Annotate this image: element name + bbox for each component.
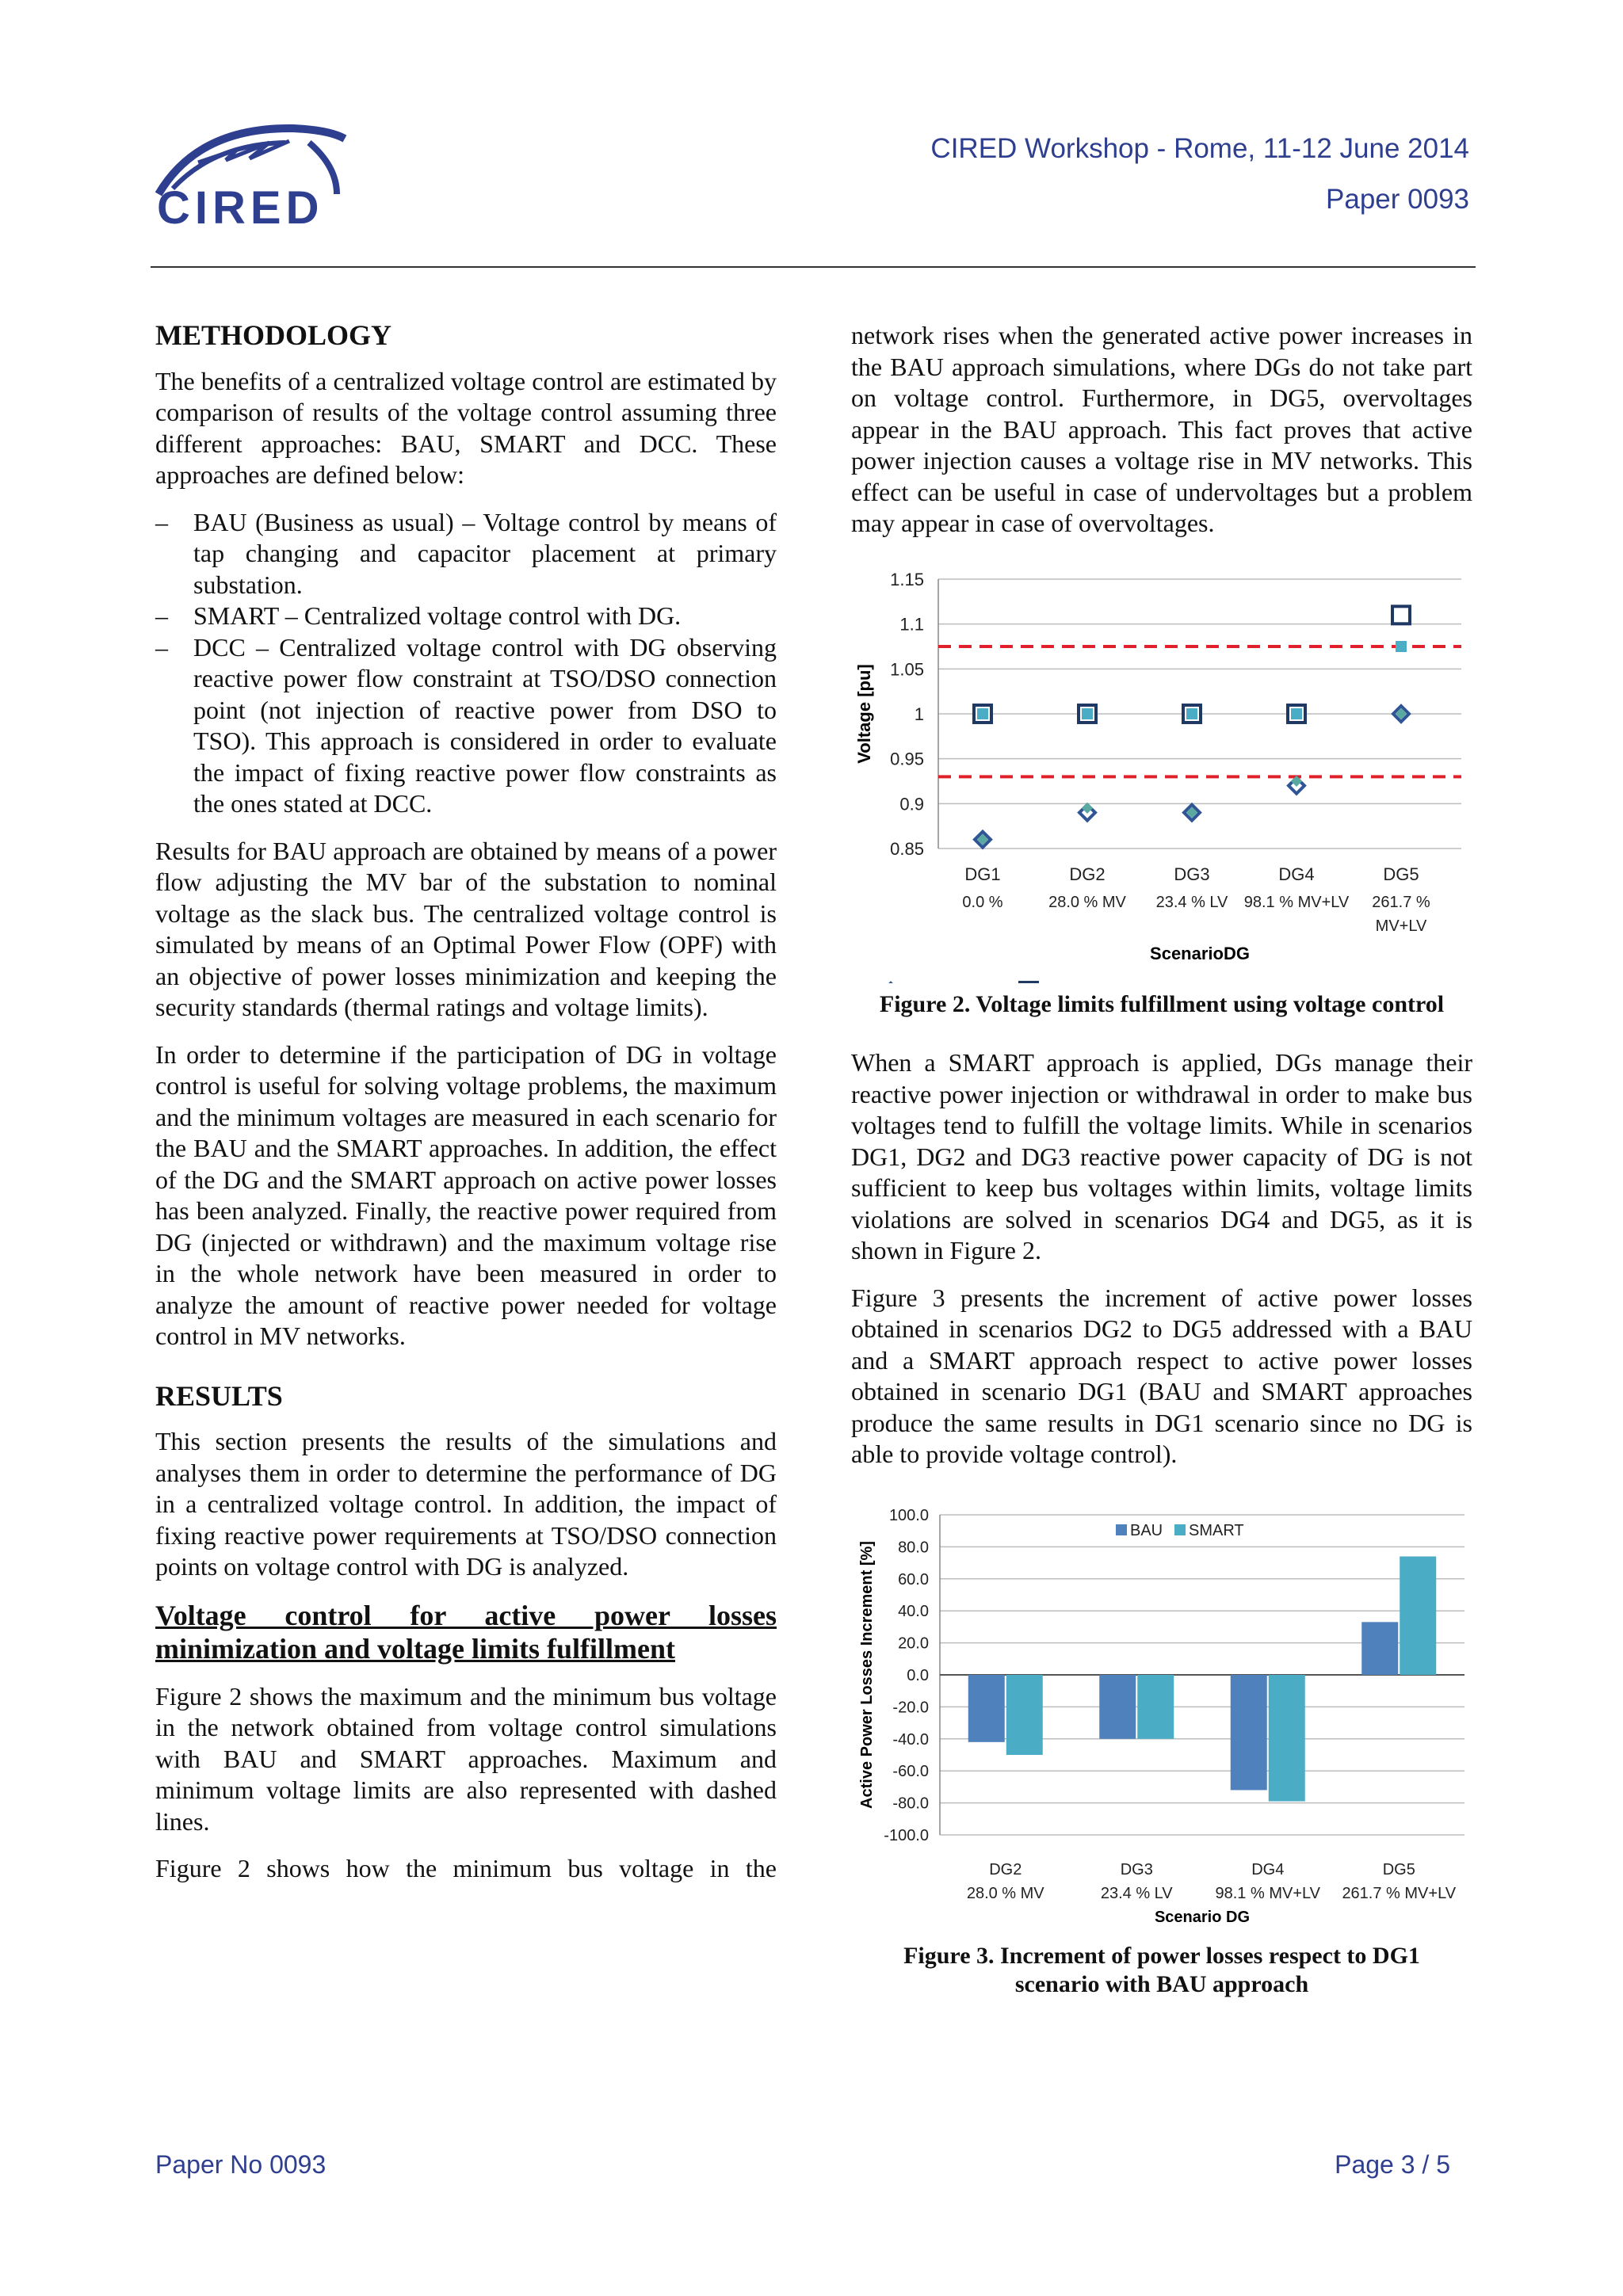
smart-bar — [1006, 1675, 1043, 1755]
heading-results: RESULTS — [155, 1379, 283, 1412]
legend-label — [1040, 982, 1130, 983]
figure-3 — [851, 1486, 1472, 1938]
y-tick-label: -20.0 — [892, 1698, 929, 1716]
subheading-voltage-control: Voltage control for active power losses minimization and voltage limits fulfillment — [155, 1599, 777, 1665]
y-tick-label: -60.0 — [892, 1762, 929, 1780]
x-tick-label: DG3 — [1174, 864, 1210, 884]
smart-bar — [1137, 1675, 1174, 1739]
paragraph: Results for BAU approach are obtained by means of a power flow adjusting the MV bar of the substation to nominal voltage as the slack bus. The centralized voltage control is simulated by means of an Optimal Power Flow (OPF) with an objective of power losses minimization and keeping the security standards (thermal ratings and voltage limits). — [155, 836, 777, 1021]
x-tick-sublabel: 23.4 % LV — [1155, 893, 1228, 911]
x-axis-title: ScenarioDG — [1150, 943, 1250, 963]
vmax-smart-point — [1291, 708, 1302, 719]
x-tick-sublabel: 261.7 % MV+LV — [1342, 1884, 1457, 1902]
y-tick-label: 1.1 — [899, 614, 924, 635]
paragraph: When a SMART approach is applied, DGs manage their reactive power injection or withdrawal in order to make bus voltages tend to fulfill the voltage limits. While in scenarios DG1, DG2 and DG3 reactive power capacity of DG is not sufficient to keep bus voltages within limits, voltage limits violations are solved in scenarios DG4 and DG5, as it is shown in Figure 2. — [851, 1048, 1472, 1264]
x-axis-title: Scenario DG — [1154, 1908, 1251, 1926]
voltage-chart — [851, 555, 1472, 983]
logo-text: CIRED — [157, 182, 324, 230]
x-tick-sublabel: 261.7 % — [1372, 893, 1430, 911]
vmax-smart-point — [977, 708, 988, 719]
smart-bar — [1269, 1675, 1305, 1802]
paragraph: Figure 3 presents the increment of active power losses obtained in scenarios DG2 to DG5 addressed with a BAU and a SMART approach respect to active power losses obtained in scenario DG1 (BAU and SMART approaches produce the same results in DG1 scenario since no DG is able to provide voltage control). — [851, 1283, 1472, 1468]
vmax-smart-point — [1082, 708, 1093, 719]
x-tick-sublabel: 98.1 % MV+LV — [1215, 1884, 1320, 1902]
x-tick-label: DG1 — [964, 864, 1001, 884]
figure-3-caption-line: scenario with BAU approach — [1014, 1971, 1309, 1997]
x-tick-label: DG5 — [1382, 1860, 1415, 1878]
y-tick-label: 40.0 — [898, 1602, 929, 1620]
footer-page: Page 3 / 5 — [1335, 2150, 1450, 2179]
x-tick-sublabel: MV+LV — [1375, 917, 1427, 935]
legend-label: BAU — [1130, 1521, 1163, 1539]
x-tick-label: DG3 — [1120, 1860, 1153, 1878]
vmax-smart-point — [1396, 641, 1407, 652]
bau-bar — [1361, 1622, 1398, 1675]
x-tick-label: DG5 — [1383, 864, 1419, 884]
left-column — [155, 320, 777, 1901]
legend-marker — [1020, 982, 1037, 983]
y-tick-label: 0.85 — [890, 838, 924, 859]
list-item: – SMART – Centralized voltage control with DG. — [155, 601, 777, 632]
x-tick-sublabel: 28.0 % MV — [1048, 893, 1126, 911]
y-tick-label: 100.0 — [888, 1506, 929, 1524]
legend-marker — [1116, 1524, 1127, 1535]
x-tick-label: DG4 — [1251, 1860, 1285, 1878]
paragraph: Figure 2 shows how the minimum bus voltage in the — [155, 1854, 777, 1882]
losses-chart — [851, 1486, 1472, 1930]
vmax-bau-point — [1392, 606, 1410, 624]
x-tick-sublabel: 23.4 % LV — [1100, 1884, 1173, 1902]
paper-number: Paper 0093 — [1326, 184, 1469, 215]
x-tick-sublabel: 98.1 % MV+LV — [1243, 893, 1350, 911]
y-tick-label: 20.0 — [898, 1634, 929, 1653]
approach-list — [155, 507, 777, 820]
paragraph: In order to determine if the participation of DG in voltage control is useful for solving voltage problems, the maximum and the minimum voltages are measured in each scenario for the BAU and the SMART approaches. In addition, the effect of the DG and the SMART approach on active power losses has been analyzed. Finally, the reactive power required from DG (injected or withdrawn) and the maximum voltage rise in the whole network have been measured in order to analyze the amount of reactive power needed for voltage control in MV networks. — [155, 1039, 777, 1350]
y-tick-label: 0.0 — [907, 1666, 929, 1684]
figure-2-caption: Figure 2. Voltage limits fulfillment using voltage control — [879, 991, 1445, 1017]
list-item: – BAU (Business as usual) – Voltage control by means of tap changing and capacitor placement at primary substation. — [155, 507, 777, 601]
x-tick-label: DG4 — [1278, 864, 1315, 884]
y-tick-label: -40.0 — [892, 1730, 929, 1749]
x-tick-sublabel: 28.0 % MV — [966, 1884, 1044, 1902]
y-tick-label: 60.0 — [898, 1570, 929, 1589]
event-title: CIRED Workshop - Rome, 11-12 June 2014 — [930, 133, 1469, 164]
header-rule — [151, 266, 1476, 268]
y-axis-title: Voltage [pu] — [854, 663, 874, 764]
paragraph: network rises when the generated active power increases in the BAU approach simulations, where DGs do not take part on voltage control. Furthermore, in DG5, overvoltages appear in the BAU approach. This fact proves that active power injection causes a voltage rise in MV networks. This effect can be useful in case of undervoltages but a problem may appear in case of overvoltages. — [851, 321, 1472, 537]
legend-label — [1314, 982, 1442, 983]
cired-logo — [151, 119, 357, 230]
vmax-smart-point — [1186, 708, 1197, 719]
paragraph: Figure 2 shows the maximum and the minimum bus voltage in the network obtained from voltage control simulations with BAU and SMART approaches. Maximum and minimum voltage limits are also represented with dashed lines. — [155, 1681, 777, 1836]
bau-bar — [1099, 1675, 1136, 1739]
y-tick-label: 0.9 — [899, 793, 924, 814]
footer-paper-no: Paper No 0093 — [155, 2150, 327, 2179]
y-tick-label: 1.05 — [890, 658, 924, 679]
paragraph: This section presents the results of the simulations and analyses them in order to determine the performance of DG in a centralized voltage control. In addition, the impact of fixing reactive power requirements at TSO/DSO connection points on voltage control with DG is analyzed. — [155, 1427, 777, 1581]
y-tick-label: -80.0 — [892, 1794, 929, 1813]
smart-bar — [1400, 1556, 1436, 1674]
figure-2 — [851, 555, 1472, 991]
y-tick-label: 1 — [914, 704, 924, 724]
y-axis-title: Active Power Losses Increment [%] — [858, 1540, 876, 1809]
x-tick-label: DG2 — [1069, 864, 1106, 884]
heading-methodology: METHODOLOGY — [155, 319, 392, 351]
figure-3-caption-line: Figure 3. Increment of power losses respect to DG1 — [903, 1943, 1420, 1969]
bau-bar — [968, 1675, 1005, 1742]
legend-marker — [1174, 1524, 1186, 1535]
paragraph: The benefits of a centralized voltage control are estimated by comparison of results of the voltage control assuming three different approaches: BAU, SMART and DCC. These approaches are defined below: — [155, 366, 777, 489]
x-tick-sublabel: 0.0 % — [962, 893, 1003, 911]
list-item: – DCC – Centralized voltage control with DG observing reactive power flow constraint at TSO/DSO connection point (not injection of reactive power from DSO to TSO). This approach is considered in order to evaluate the impact of fixing reactive power flow constraints as the ones stated at DCC. — [155, 632, 777, 820]
y-tick-label: -100.0 — [884, 1826, 929, 1844]
y-tick-label: 1.15 — [890, 569, 924, 589]
right-column — [851, 320, 1472, 2021]
y-tick-label: 0.95 — [890, 749, 924, 769]
legend-label — [902, 982, 987, 983]
y-tick-label: 80.0 — [898, 1538, 929, 1556]
legend-label: SMART — [1189, 1521, 1244, 1539]
x-tick-label: DG2 — [989, 1860, 1022, 1878]
bau-bar — [1231, 1675, 1267, 1790]
legend-label — [1171, 982, 1281, 983]
figure-3-caption — [851, 1942, 1472, 1999]
